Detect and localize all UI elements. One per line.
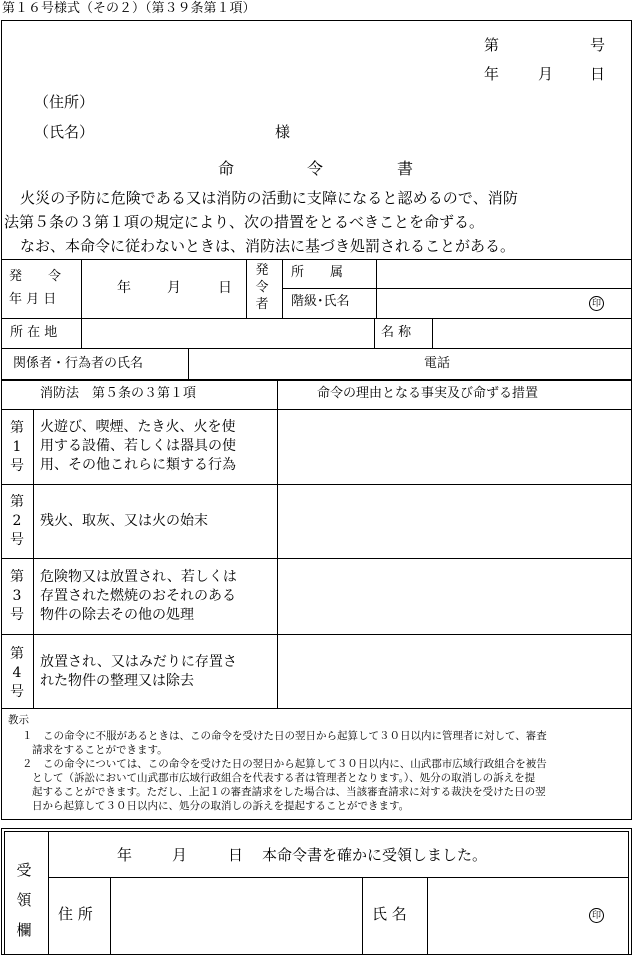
name-label: （氏名） (34, 123, 95, 141)
item-4-text (40, 653, 237, 691)
body-line-3: なお、本命令に従わないときは、消防法に基づき処罰されることがある。 (20, 237, 516, 255)
measures-center-divider (277, 380, 278, 708)
item-3-line-1: 危険物又は放置され、若しくは (40, 569, 237, 585)
item-number-text: 第 3 号 (10, 569, 24, 623)
issue-day: 日 (218, 280, 232, 296)
parties-divider (188, 348, 189, 379)
title-char-2: 令 (307, 159, 324, 178)
issue-table-top (1, 259, 632, 260)
issuer-seal: 印 (589, 296, 604, 311)
issue-divider-3 (282, 259, 283, 318)
location-divider-2 (374, 318, 375, 348)
measures-row-3-bottom (1, 634, 632, 635)
receipt-divider-3 (362, 877, 363, 955)
address-label: （住所） (34, 93, 95, 111)
notes-heading: 教示 (8, 714, 29, 726)
issue-table-bottom (1, 318, 632, 319)
parties-label: 関係者・行為者の氏名 (13, 356, 144, 371)
item-1-line-1: 火遊び、喫煙、たき火、火を使 (40, 419, 236, 435)
note-2-line-2: として（訴訟において山武郡市広域行政組合を代表する者は管理者となります。）、処分の取消しの訴えを提 (32, 772, 536, 784)
item-2-line-1: 残火、取灰、又は火の始末 (40, 513, 208, 529)
receipt-day: 日 (228, 846, 244, 864)
measures-header-bottom (1, 409, 632, 410)
location-name-label: 名 称 (381, 325, 412, 340)
receipt-divider-4 (427, 877, 428, 955)
honorific: 様 (275, 123, 291, 141)
body-line-1: 火災の予防に危険である又は消防の活動に支障になると認めるので、消防 (20, 189, 519, 207)
body-line-2: 法第５条の３第１項の規定により、次の措置をとるべきことを命ずる。 (4, 213, 485, 231)
item-4-line-2: れた物件の整理又は除去 (40, 673, 194, 689)
item-1-line-3: 用、その他これらに類する行為 (40, 457, 236, 473)
date-year: 年 (484, 65, 500, 83)
item-4-line-1: 放置され、又はみだりに存置さ (40, 654, 237, 670)
date-month: 月 (538, 65, 554, 83)
location-address-label: 所 在 地 (10, 325, 58, 340)
issuer-vertical (255, 262, 269, 313)
note-1-line-1: １ この命令に不服があるときは、この命令を受けた日の翌日から起算して３０日以内に管理者に対して、審査 (22, 730, 547, 742)
item-number-text: 第 1 号 (10, 420, 24, 474)
receipt-divider-mid (48, 877, 629, 878)
number-label: 第 (484, 36, 500, 54)
measures-row-4-bottom (1, 708, 632, 709)
issue-table-mid (282, 288, 632, 289)
issue-date-label-1: 発 令 (9, 269, 62, 284)
item-1-line-2: 用する設備、若しくは器具の使 (40, 438, 236, 454)
notes-body (22, 729, 547, 813)
item-1-number (9, 419, 25, 476)
receipt-vertical (16, 855, 32, 945)
receipt-statement: 本命令書を確かに受領しました。 (262, 846, 488, 864)
measures-header-right: 命令の理由となる事実及び命ずる措置 (317, 386, 539, 401)
item-2-number (9, 493, 25, 550)
note-2-line-3: 起することができます。ただし、上記１の審査請求をした場合は、当該審査請求に対する裁決を受けた日の翌 (32, 786, 546, 798)
measures-header-left: 消防法 第５条の３第１項 (40, 386, 197, 401)
issue-date-label-2: 年 月 日 (9, 292, 57, 307)
item-3-line-3: 物件の除去その他の処理 (40, 607, 194, 623)
rank-label: 階級･氏名 (291, 294, 350, 309)
form-header: 第１６号様式（その２）（第３９条第１項） (2, 1, 256, 16)
location-row-bottom (1, 348, 632, 349)
item-3-text (40, 568, 237, 625)
note-2-line-1: ２ この命令については、この命令を受けた日の翌日から起算して３０日以内に、山武郡市広域行政組合を被告 (22, 758, 547, 770)
measures-row-1-bottom (1, 484, 632, 485)
title-char-3: 書 (397, 159, 414, 178)
dept-label: 所 属 (291, 265, 344, 280)
measures-top-double (1, 380, 632, 381)
location-divider-1 (81, 318, 82, 348)
receipt-address-label: 住 所 (58, 905, 93, 923)
receipt-divider-left (48, 831, 49, 955)
phone-label: 電話 (424, 356, 451, 371)
measures-num-divider (33, 409, 34, 708)
receipt-month: 月 (172, 846, 188, 864)
measures-row-2-bottom (1, 558, 632, 559)
number-suffix: 号 (590, 36, 606, 54)
item-number-text: 第 2 号 (10, 494, 24, 548)
receipt-divider-2 (110, 877, 111, 955)
issue-month: 月 (167, 280, 181, 296)
note-2-line-4: 日から起算して３０日以内に、処分の取消しの訴えを提起することができます。 (32, 800, 410, 812)
note-1-line-2: 請求をすることができます。 (32, 744, 168, 756)
item-4-number (9, 645, 25, 702)
item-3-number (9, 568, 25, 625)
issue-divider-4 (376, 259, 377, 318)
date-day: 日 (590, 65, 606, 83)
issue-divider-2 (246, 259, 247, 318)
issuer-vertical-text: 発 令 者 (255, 263, 269, 312)
item-3-line-2: 存置された燃焼のおそれのある (40, 588, 236, 604)
receipt-seal: 印 (589, 908, 604, 923)
title-char-1: 命 (218, 159, 235, 178)
item-1-text (40, 418, 236, 475)
item-2-text (40, 512, 208, 531)
item-number-text: 第 4 号 (10, 646, 24, 700)
receipt-vertical-text: 受 領 欄 (16, 861, 32, 939)
receipt-name-label: 氏 名 (372, 905, 407, 923)
issue-year: 年 (117, 280, 131, 296)
issue-divider-1 (81, 259, 82, 318)
receipt-year: 年 (117, 846, 133, 864)
location-divider-3 (432, 318, 433, 348)
